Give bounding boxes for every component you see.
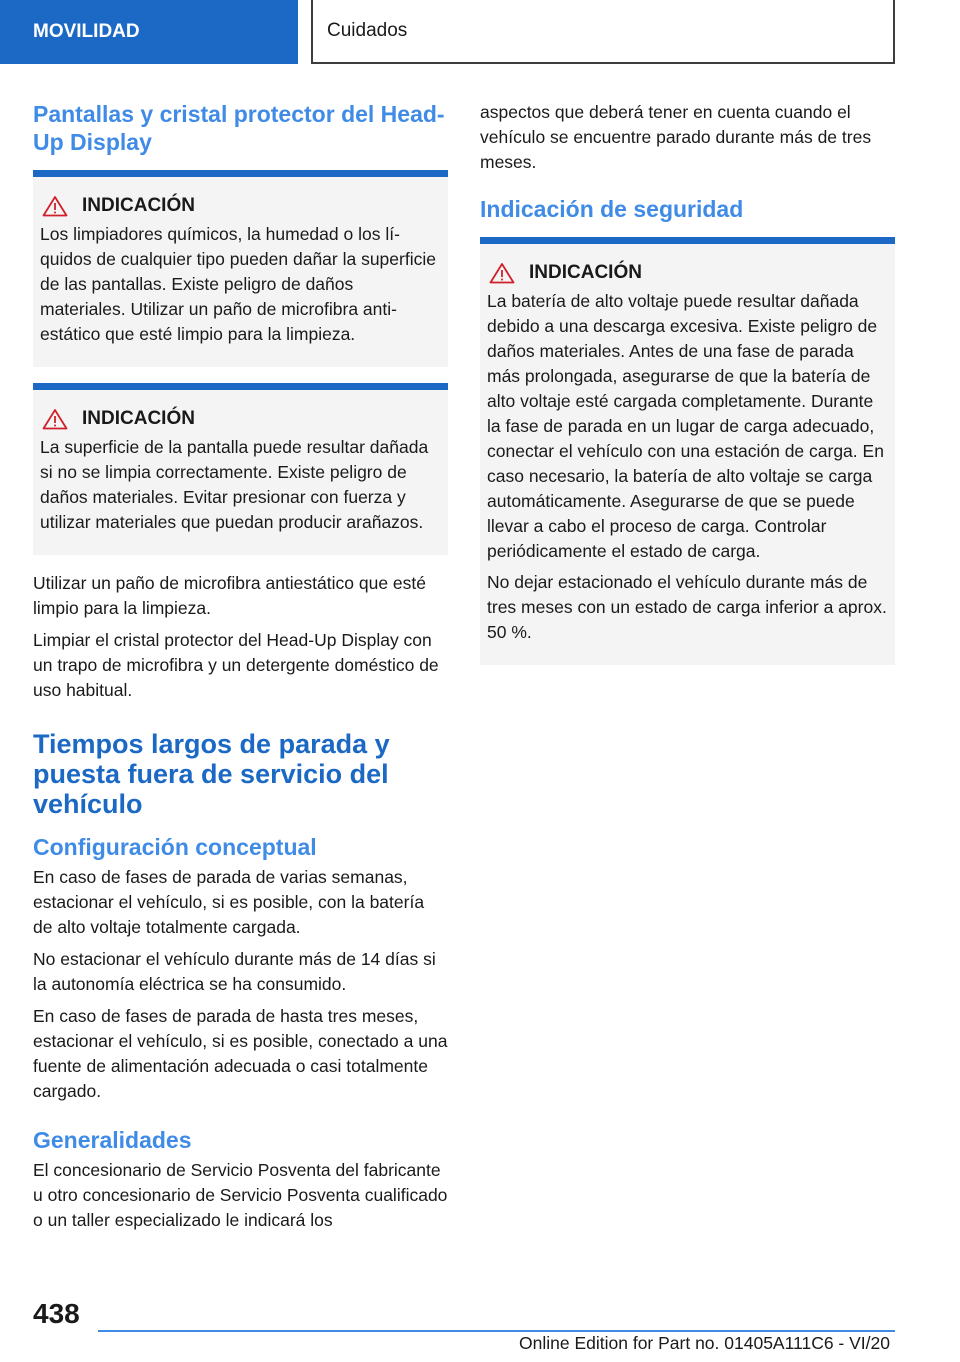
paragraph: En caso de fases de parada de hasta tres meses, estacionar el vehículo, si es posible, conectado a una fuente de alimentación adecuada o casi totalmente cargado. [33,1006,448,1101]
note-box-1 [33,170,448,367]
heading-tiempos: Tiempos largos de parada y puesta fuera de servicio del vehículo [33,729,390,819]
paragraph: aspectos que deberá tener en cuenta cuando el vehículo se encuentre parado durante más de tres meses. [480,102,872,172]
warning-triangle-icon [42,195,68,217]
note-header [487,262,887,284]
heading-generalidades: Generalidades [33,1127,192,1153]
paragraph: En caso de fases de parada de varias semanas, estacionar el vehículo, si es posible, con la batería de alto voltaje totalmente cargada. [33,867,425,937]
note-box-2 [33,383,448,555]
heading-seguridad: Indicación de seguridad [480,196,744,222]
paragraph: El concesionario de Servicio Posventa del fabricante u otro concesionario de Servicio Posventa cualificado o un taller especializado le indicará los [33,1160,448,1230]
note-header [40,408,440,430]
paragraph: Utilizar un paño de microfibra antiestático que esté limpio para la limpieza. [33,573,426,618]
right-column [480,100,895,681]
page-number: 438 [33,1298,80,1329]
note-text: Los limpiadores químicos, la humedad o los líquidos de cualquier tipo pueden dañar la superficie de las pantallas. Existe peligro de daños materiales. Utilizar un paño de microfibra antiestático que esté limpio para la limpieza. [40,224,436,344]
note-header [40,195,440,217]
note-text: La batería de alto voltaje puede resultar dañada debido a una descarga excesiva. Existe peligro de daños materiales. Antes de una fase de parada más prolongada, asegurarse de que la batería de alto voltaje esté cargada completamente. Durante la fase de parada en un lugar de carga adecuado, conectar el vehículo con una estación de carga. En caso necesario, la batería de alto voltaje se carga automáticamente. Asegurarse de que se puede llevar a cabo el proceso de carga. Controlar periódicamente el estado de carga. [487,291,884,561]
paragraph: Limpiar el cristal protector del Head-Up Display con un trapo de microfibra y un detergente doméstico de uso habitual. [33,630,439,700]
note-box-3 [480,237,895,665]
heading-configuracion: Configuración conceptual [33,834,317,860]
warning-triangle-icon [42,408,68,430]
note-title: INDICACIÓN [82,408,195,429]
footer-divider [98,1330,895,1332]
footer-edition: Online Edition for Part no. 01405A111C6 - VI/20 [519,1333,890,1353]
paragraph: No estacionar el vehículo durante más de 14 días si la autonomía eléctrica se ha consumido. [33,949,436,994]
header-chapter-label: Cuidados [327,20,408,41]
header-section-tab [0,0,298,64]
note-text: No dejar estacionado el vehículo durante más de tres meses con un estado de carga inferior a aprox. 50 %. [487,572,887,642]
left-column [33,100,448,1240]
note-title: INDICACIÓN [529,262,642,283]
note-text: La superficie de la pantalla puede resultar dañada si no se limpia correctamente. Existe peligro de daños materiales. Evitar presionar con fuerza y utilizar materiales que puedan producir arañazos. [40,437,429,532]
heading-pantallas: Pantallas y cristal protector del Head-Up Display [33,101,445,155]
note-title: INDICACIÓN [82,195,195,216]
warning-triangle-icon [489,262,515,284]
header-section-label: MOVILIDAD [33,21,140,42]
header-chapter-box [311,0,895,64]
